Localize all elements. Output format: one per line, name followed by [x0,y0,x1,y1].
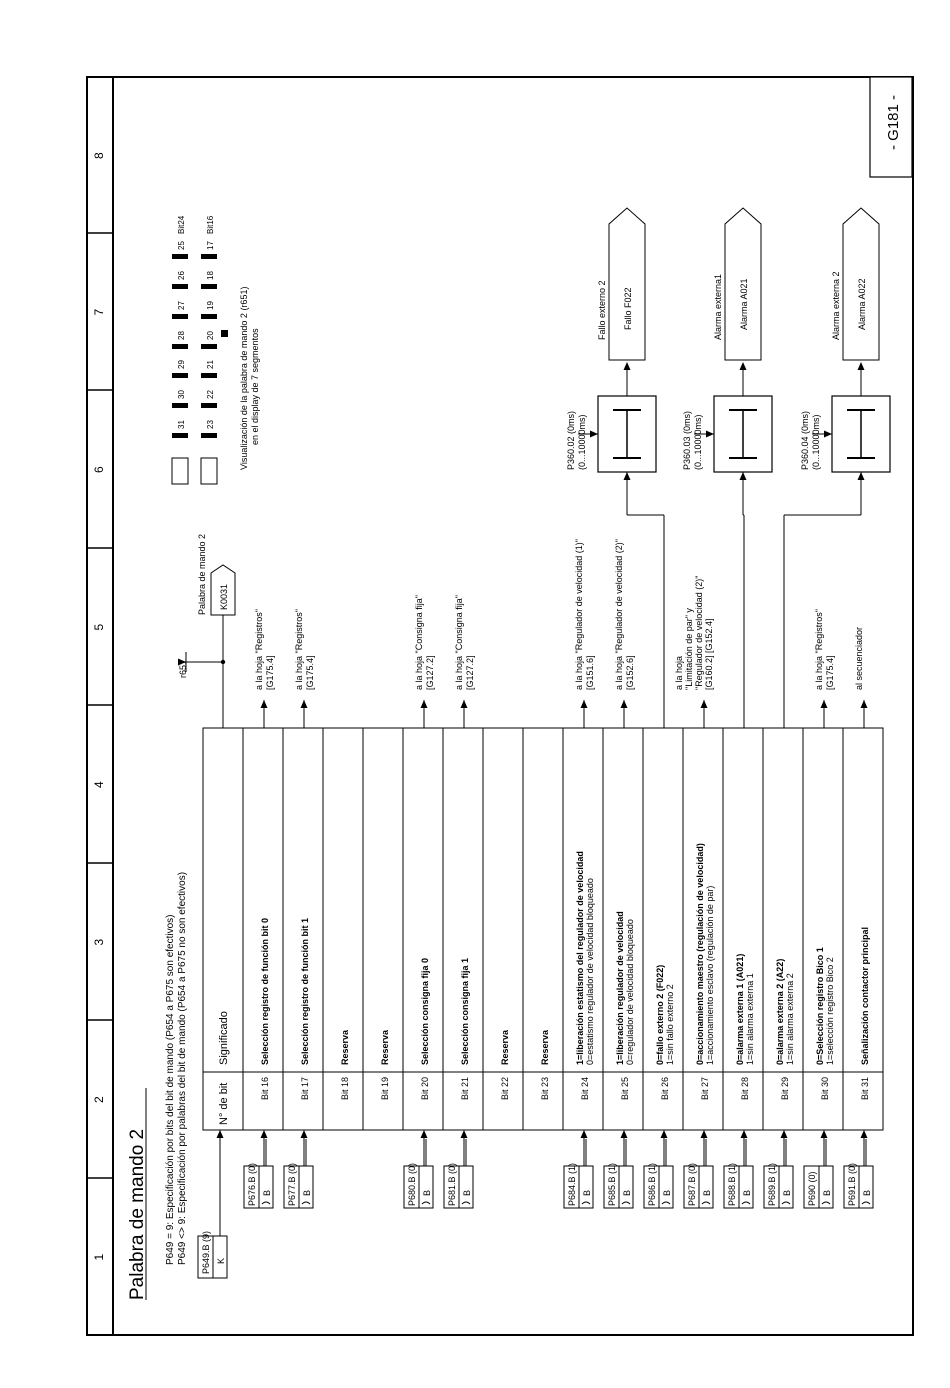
bit-number: Bit 22 [500,1076,510,1100]
spec-line-1: P649 = 9: Especificación por bits del bit de mando (P654 a P675 son efectivos) [165,914,176,1265]
bit-number: Bit 17 [300,1076,310,1100]
bit-meaning: 1=liberación regulador de velocidad [615,911,625,1065]
column-number: 5 [92,623,106,631]
param-label: P686.B (1) [647,1162,657,1206]
seg-blank [172,458,188,484]
header-bit: N° de bit [218,1082,230,1125]
segment-bar [172,433,188,438]
column-number: 8 [92,152,106,159]
segment-top: 30 [177,390,186,399]
target-ref: [G151.6] [585,655,595,690]
segment-top: 26 [177,271,186,280]
segment-bottom: 22 [206,390,215,399]
torque-target: "Regulador de velocidad (2)" [694,575,704,690]
param-type: B [822,1189,832,1196]
bit-meaning: Señalización contactor principal [860,926,870,1065]
param-label: P676.B (0) [247,1162,257,1206]
spec-line-2: P649 <> 9: Especificación por palabras del bit de mando (P654 a P675 no son efectivos) [177,871,188,1265]
bit-meaning: 0=accionamiento maestro (regulación de velocidad) [695,843,705,1065]
param-type: B [622,1189,632,1196]
segment-bottom: 18 [206,271,215,280]
bit-meaning-alt: 1=sin fallo externo 2 [665,984,675,1065]
r651-label: r651 [178,659,188,678]
table-row [803,728,843,1130]
timer-param: P360.02 (0ms) [566,410,576,470]
param-type: B [302,1189,312,1196]
bit-meaning: Reserva [500,1029,510,1065]
bit-meaning-alt: 0=estatismo regulador de velocidad bloqueado [585,878,595,1065]
bit-number: Bit 23 [540,1076,550,1100]
bit-meaning: 0=Selección registro Bico 1 [815,947,825,1065]
target-sheet: a la hoja "Consigna fija" [414,595,424,690]
param-label: P688.B (1) [727,1162,737,1206]
segment-bottom: 17 [206,241,215,250]
source-param: P649.B (9) [201,1230,211,1274]
param-label: P684.B (1) [567,1162,577,1206]
table-row [763,728,803,1130]
target-ref: [G175.4] [305,655,315,690]
bit-meaning-alt: 1=selección registro Bico 2 [825,957,835,1065]
target-sheet: a la hoja "Registros" [254,609,264,690]
signal-code: Fallo F022 [623,287,633,330]
bit-number: Bit 20 [420,1076,430,1100]
table-row [363,728,403,1130]
segment-bar [201,373,217,378]
signal-name: Alarma externa1 [713,273,723,340]
column-number: 7 [92,308,106,316]
table-row [643,728,683,1130]
bit-meaning-alt: 1=sin alarma externa 1 [745,973,755,1065]
timer-range: (0...10000ms) [577,414,587,470]
param-label: P690 (0) [807,1171,817,1206]
segment-bar [201,433,217,438]
signal-code: Alarma A022 [857,278,867,330]
bit-meaning: Selección registro de función bit 1 [300,917,310,1065]
sheet-frame [87,77,913,1335]
torque-target: [G160.2] [G152.4] [704,618,714,690]
bit-meaning: 0=alarma externa 1 (A021) [735,953,745,1065]
sheet-id: - G181 - [885,94,902,150]
param-label: P681.B (0) [447,1162,457,1206]
target-sheet: a la hoja "Consigna fija" [454,595,464,690]
bit-number: Bit 26 [660,1076,670,1100]
bit-number: Bit 19 [380,1076,390,1100]
segment-top: 29 [177,360,186,369]
display-label-top: Bit24 [177,215,186,234]
param-label: P677.B (0) [287,1162,297,1206]
segment-bar [172,344,188,349]
outer-frame [87,77,913,1335]
target-sheet: a la hoja "Regulador de velocidad (2)" [614,539,624,690]
target-ref: [G152.6] [625,655,635,690]
param-label: P689.B (1) [767,1162,777,1206]
segment-bar [172,373,188,378]
bit-number: Bit 21 [460,1076,470,1100]
param-type: B [862,1189,872,1196]
table-header [203,728,243,1130]
timer-param: P360.03 (0ms) [682,410,692,470]
signal-output-box [609,208,645,360]
segment-top: 31 [177,420,186,429]
segment-dot [221,330,228,337]
column-number: 3 [92,938,106,946]
table-row [323,728,363,1130]
source-type-box [213,1236,227,1278]
source-type: K [216,1257,226,1264]
bit-number: Bit 16 [260,1076,270,1100]
segment-bottom: 21 [206,360,215,369]
target-ref: [G127.2] [425,655,435,690]
bit-meaning-alt: 1=accionamiento esclavo (regulación de par) [705,885,715,1065]
segment-bar [201,284,217,289]
bit-number: Bit 28 [740,1076,750,1100]
bit-number: Bit 24 [580,1076,590,1100]
bit-number: Bit 18 [340,1076,350,1100]
timer-range: (0...10000ms) [811,414,821,470]
target-ref: [G175.4] [265,655,275,690]
bit-meaning: 1=liberación estatismo del regulador de velocidad [575,851,585,1065]
param-type: B [262,1189,272,1196]
seg-blank [201,458,217,484]
param-type: B [702,1189,712,1196]
signal-code: Alarma A021 [739,278,749,330]
column-number: 4 [92,781,106,788]
bit-number: Bit 30 [820,1076,830,1100]
timer-range: (0...10000ms) [693,414,703,470]
target-sheet: a la hoja "Regulador de velocidad (1)" [574,539,584,690]
page-title: Palabra de mando 2 [127,1128,148,1300]
display-label-bottom: Bit16 [206,215,215,234]
param-type: B [742,1189,752,1196]
bit-number: Bit 29 [780,1076,790,1100]
segment-top: 27 [177,301,186,310]
table-row [523,728,563,1130]
torque-target: "Limitación de par" y [684,608,694,690]
segment-bar [172,254,188,259]
timer-param: P360.04 (0ms) [800,410,810,470]
bit-meaning-alt: 0=regulador de velocidad bloqueado [625,919,635,1065]
column-number: 1 [92,1253,106,1261]
bit-meaning: Selección registro de función bit 0 [260,917,270,1065]
bit-meaning: 0=fallo externo 2 (F022) [655,964,665,1065]
segment-bar [201,344,217,349]
bit-meaning: Reserva [540,1029,550,1065]
segment-bar [201,254,217,259]
segment-bar [201,314,217,319]
bit-meaning: Selección consigna fija 1 [460,957,470,1065]
table-row [443,728,483,1130]
display-caption: Visualización de la palabra de mando 2 (r651) [239,286,249,470]
bit-number: Bit 31 [860,1076,870,1100]
segment-top: 28 [177,331,186,340]
param-label: P685.B (1) [607,1162,617,1206]
bit-meaning: Selección consigna fija 0 [420,957,430,1065]
param-label: P691.B (0) [847,1162,857,1206]
bit-meaning: Reserva [340,1029,350,1065]
signal-name: Fallo externo 2 [597,280,607,340]
header-meaning: Significado [218,1011,230,1065]
bit-meaning: 0=alarma externa 2 (A22) [775,958,785,1065]
segment-bar [172,403,188,408]
param-type: B [582,1189,592,1196]
display-caption: en el display de 7 segmentos [250,328,260,445]
param-type: B [462,1189,472,1196]
param-type: B [782,1189,792,1196]
bit-number: Bit 25 [620,1076,630,1100]
segment-bar [172,284,188,289]
column-number: 2 [92,1096,106,1103]
target-sheet: a la hoja "Registros" [294,609,304,690]
segment-bottom: 20 [206,331,215,340]
segment-bar [172,314,188,319]
param-label: P680.B (0) [407,1162,417,1206]
target-sheet: a la hoja "Registros" [814,609,824,690]
segment-bottom: 23 [206,420,215,429]
bit-meaning: Reserva [380,1029,390,1065]
segment-top: 25 [177,241,186,250]
target-ref: [G127.2] [465,655,475,690]
segment-bar [201,403,217,408]
target-sheet: al secuenciador [854,626,864,690]
segment-bottom: 19 [206,301,215,310]
table-row [483,728,523,1130]
connector-label: Palabra de mando 2 [197,533,207,615]
column-number: 6 [92,466,106,473]
param-label: P687.B (0) [687,1162,697,1206]
bit-meaning-alt: 1=sin alarma externa 2 [785,973,795,1065]
signal-name: Alarma externa 2 [831,271,841,340]
table-row [723,728,763,1130]
target-ref: [G175.4] [825,655,835,690]
torque-target: a la hoja [674,655,684,690]
k0031-label: K0031 [219,583,229,610]
table-row [403,728,443,1130]
param-type: B [662,1189,672,1196]
param-type: B [422,1189,432,1196]
bit-number: Bit 27 [700,1076,710,1100]
